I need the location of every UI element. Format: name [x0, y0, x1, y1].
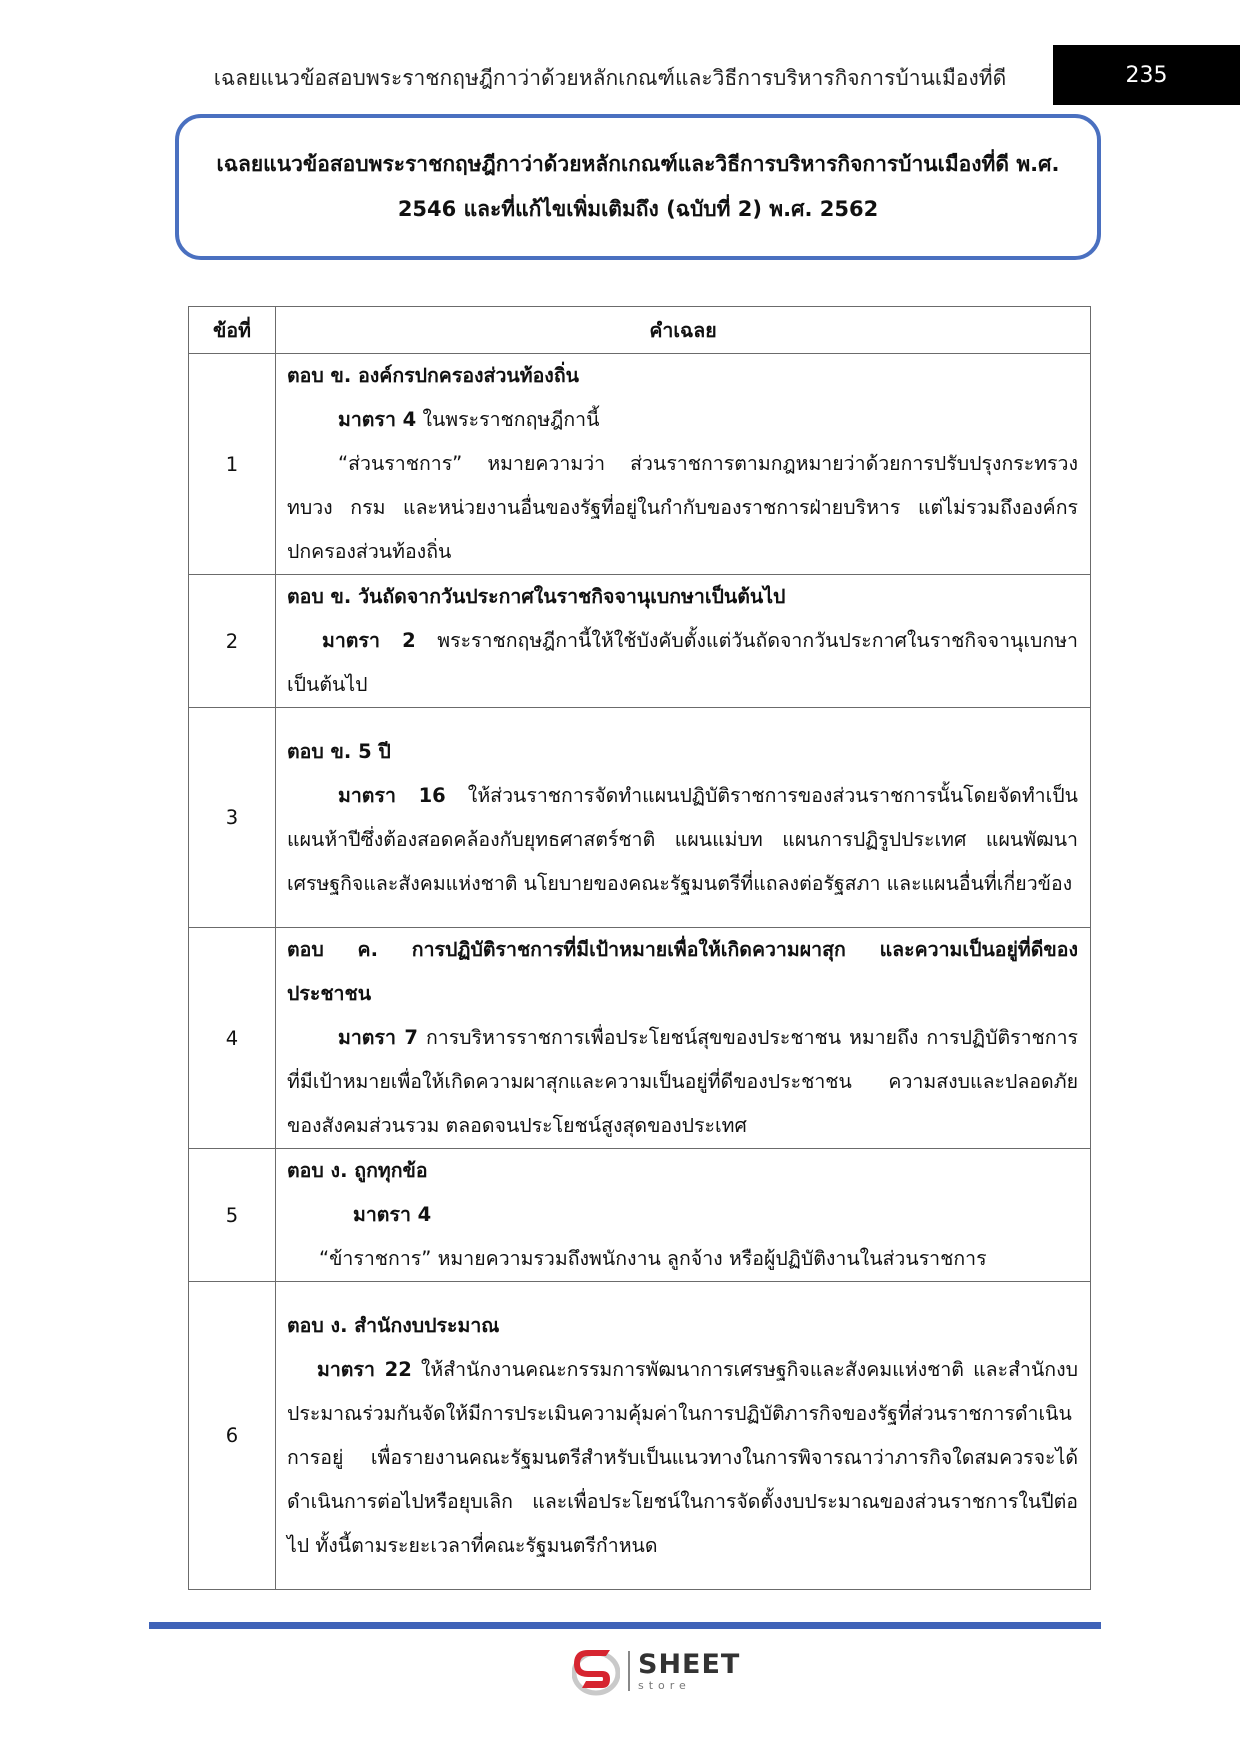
table-row — [189, 575, 1091, 708]
section-line — [287, 619, 1078, 707]
sheet-store-logo — [572, 1646, 740, 1696]
answer-choice: ตอบ ง. สำนักงบประมาณ — [287, 1313, 500, 1337]
section-line — [287, 398, 1078, 442]
section-line — [287, 1348, 1078, 1568]
page-number: 235 — [1125, 62, 1168, 88]
answer-cell — [276, 354, 1091, 575]
document-title-line-2: 2546 และที่แก้ไขเพิ่มเติมถึง (ฉบับที่ 2) พ.ศ. 2562 — [397, 197, 879, 221]
section-text: พระราชกฤษฎีกานี้ให้ใช้บังคับตั้งแต่วันถัดจากวันประกาศในราชกิจจานุเบกษาเป็นต้นไป — [287, 629, 1079, 696]
answer-table — [188, 306, 1091, 1590]
question-number: 1 — [189, 354, 276, 575]
sheet-s-logo-icon — [572, 1646, 620, 1696]
question-number: 2 — [189, 575, 276, 708]
question-number: 4 — [189, 928, 276, 1149]
answer-cell — [276, 928, 1091, 1149]
table-row — [189, 1282, 1091, 1590]
page-number-badge — [1053, 45, 1240, 105]
answer-cell — [276, 575, 1091, 708]
column-header-number: ข้อที่ — [189, 307, 276, 354]
footer-rule — [149, 1622, 1101, 1629]
question-number: 5 — [189, 1149, 276, 1282]
column-header-answer: คำเฉลย — [276, 307, 1091, 354]
section-number: มาตรา 7 — [338, 1026, 418, 1049]
answer-choice: ตอบ ข. วันถัดจากวันประกาศในราชกิจจานุเบกษาเป็นต้นไป — [287, 585, 786, 608]
answer-choice: ตอบ ข. องค์กรปกครองส่วนท้องถิ่น — [287, 364, 579, 387]
answer-cell — [276, 1282, 1091, 1590]
running-header-title: เฉลยแนวข้อสอบพระราชกฤษฎีกาว่าด้วยหลักเกณฑ์และวิธีการบริหารกิจการบ้านเมืองที่ดี — [213, 66, 1007, 90]
section-number: มาตรา 4 — [353, 1203, 432, 1226]
answer-choice: ตอบ ค. การปฏิบัติราชการที่มีเป้าหมายเพื่อให้เกิดความผาสุก และความเป็นอยู่ที่ดีของประชาชน — [287, 938, 1078, 1005]
table-row — [189, 708, 1091, 928]
section-line — [287, 774, 1078, 906]
section-text: ในพระราชกฤษฎีกานี้ — [416, 408, 600, 431]
question-number: 3 — [189, 708, 276, 928]
document-title-line-1: เฉลยแนวข้อสอบพระราชกฤษฎีกาว่าด้วยหลักเกณฑ์และวิธีการบริหารกิจการบ้านเมืองที่ดี พ.ศ. — [216, 152, 1060, 176]
section-number: มาตรา 4 — [338, 408, 417, 431]
answer-choice: ตอบ ง. ถูกทุกข้อ — [287, 1159, 428, 1182]
table-header-row — [189, 307, 1091, 354]
answer-cell — [276, 1149, 1091, 1282]
table-row — [189, 354, 1091, 575]
table-row — [189, 928, 1091, 1149]
document-title — [203, 142, 1073, 232]
logo-subtitle: store — [638, 1679, 691, 1692]
table-row — [189, 1149, 1091, 1282]
section-number: มาตรา 2 — [322, 629, 416, 652]
answer-choice: ตอบ ข. 5 ปี — [287, 739, 391, 763]
definition-text: “ส่วนราชการ” หมายความว่า ส่วนราชการตามกฎหมายว่าด้วยการปรับปรุงกระทรวง ทบวง กรม และหน่วยงานอื่นของรัฐที่อยู่ในกำกับของราชการฝ่ายบริหาร แต่ไม่รวมถึงองค์กรปกครองส่วนท้องถิ่น — [287, 452, 1078, 563]
question-number: 6 — [189, 1282, 276, 1590]
definition-text: “ข้าราชการ” หมายความรวมถึงพนักงาน ลูกจ้าง หรือผู้ปฏิบัติงานในส่วนราชการ — [319, 1247, 987, 1270]
section-number: มาตรา 22 — [317, 1357, 412, 1381]
logo-name: SHEET — [638, 1649, 741, 1680]
section-number: มาตรา 16 — [338, 783, 446, 807]
logo-wordmark — [638, 1651, 740, 1691]
document-title-box — [175, 114, 1101, 260]
logo-divider — [628, 1651, 630, 1691]
section-text: ให้ส่วนราชการจัดทำแผนปฏิบัติราชการของส่วนราชการนั้นโดยจัดทำเป็นแผนห้าปีซึ่งต้องสอดคล้องกับยุทธศาสตร์ชาติ แผนแม่บท แผนการปฏิรูปประเทศ แผนพัฒนาเศรษฐกิจและสังคมแห่งชาติ นโยบายของคณะรัฐมนตรีที่แถลงต่อรัฐสภา และแผนอื่นที่เกี่ยวข้อง — [287, 783, 1078, 895]
answer-cell — [276, 708, 1091, 928]
section-text: การบริหารราชการเพื่อประโยชน์สุขของประชาชน หมายถึง การปฏิบัติราชการที่มีเป้าหมายเพื่อให้เกิดความผาสุกและความเป็นอยู่ที่ดีของประชาชน ความสงบและปลอดภัยของสังคมส่วนรวม ตลอดจนประโยชน์สูงสุดของประเทศ — [287, 1026, 1078, 1137]
section-text: ให้สำนักงานคณะกรรมการพัฒนาการเศรษฐกิจและสังคมแห่งชาติ และสำนักงบประมาณร่วมกันจัดให้มีการประเมินความคุ้มค่าในการปฏิบัติภารกิจของรัฐที่ส่วนราชการดำเนินการอยู่ เพื่อรายงานคณะรัฐมนตรีสำหรับเป็นแนวทางในการพิจารณาว่าภารกิจใดสมควรจะได้ดำเนินการต่อไปหรือยุบเลิก และเพื่อประโยชน์ในการจัดตั้งงบประมาณของส่วนราชการในปีต่อไป ทั้งนี้ตามระยะเวลาที่คณะรัฐมนตรีกำหนด — [287, 1357, 1078, 1557]
section-line — [287, 1016, 1078, 1148]
